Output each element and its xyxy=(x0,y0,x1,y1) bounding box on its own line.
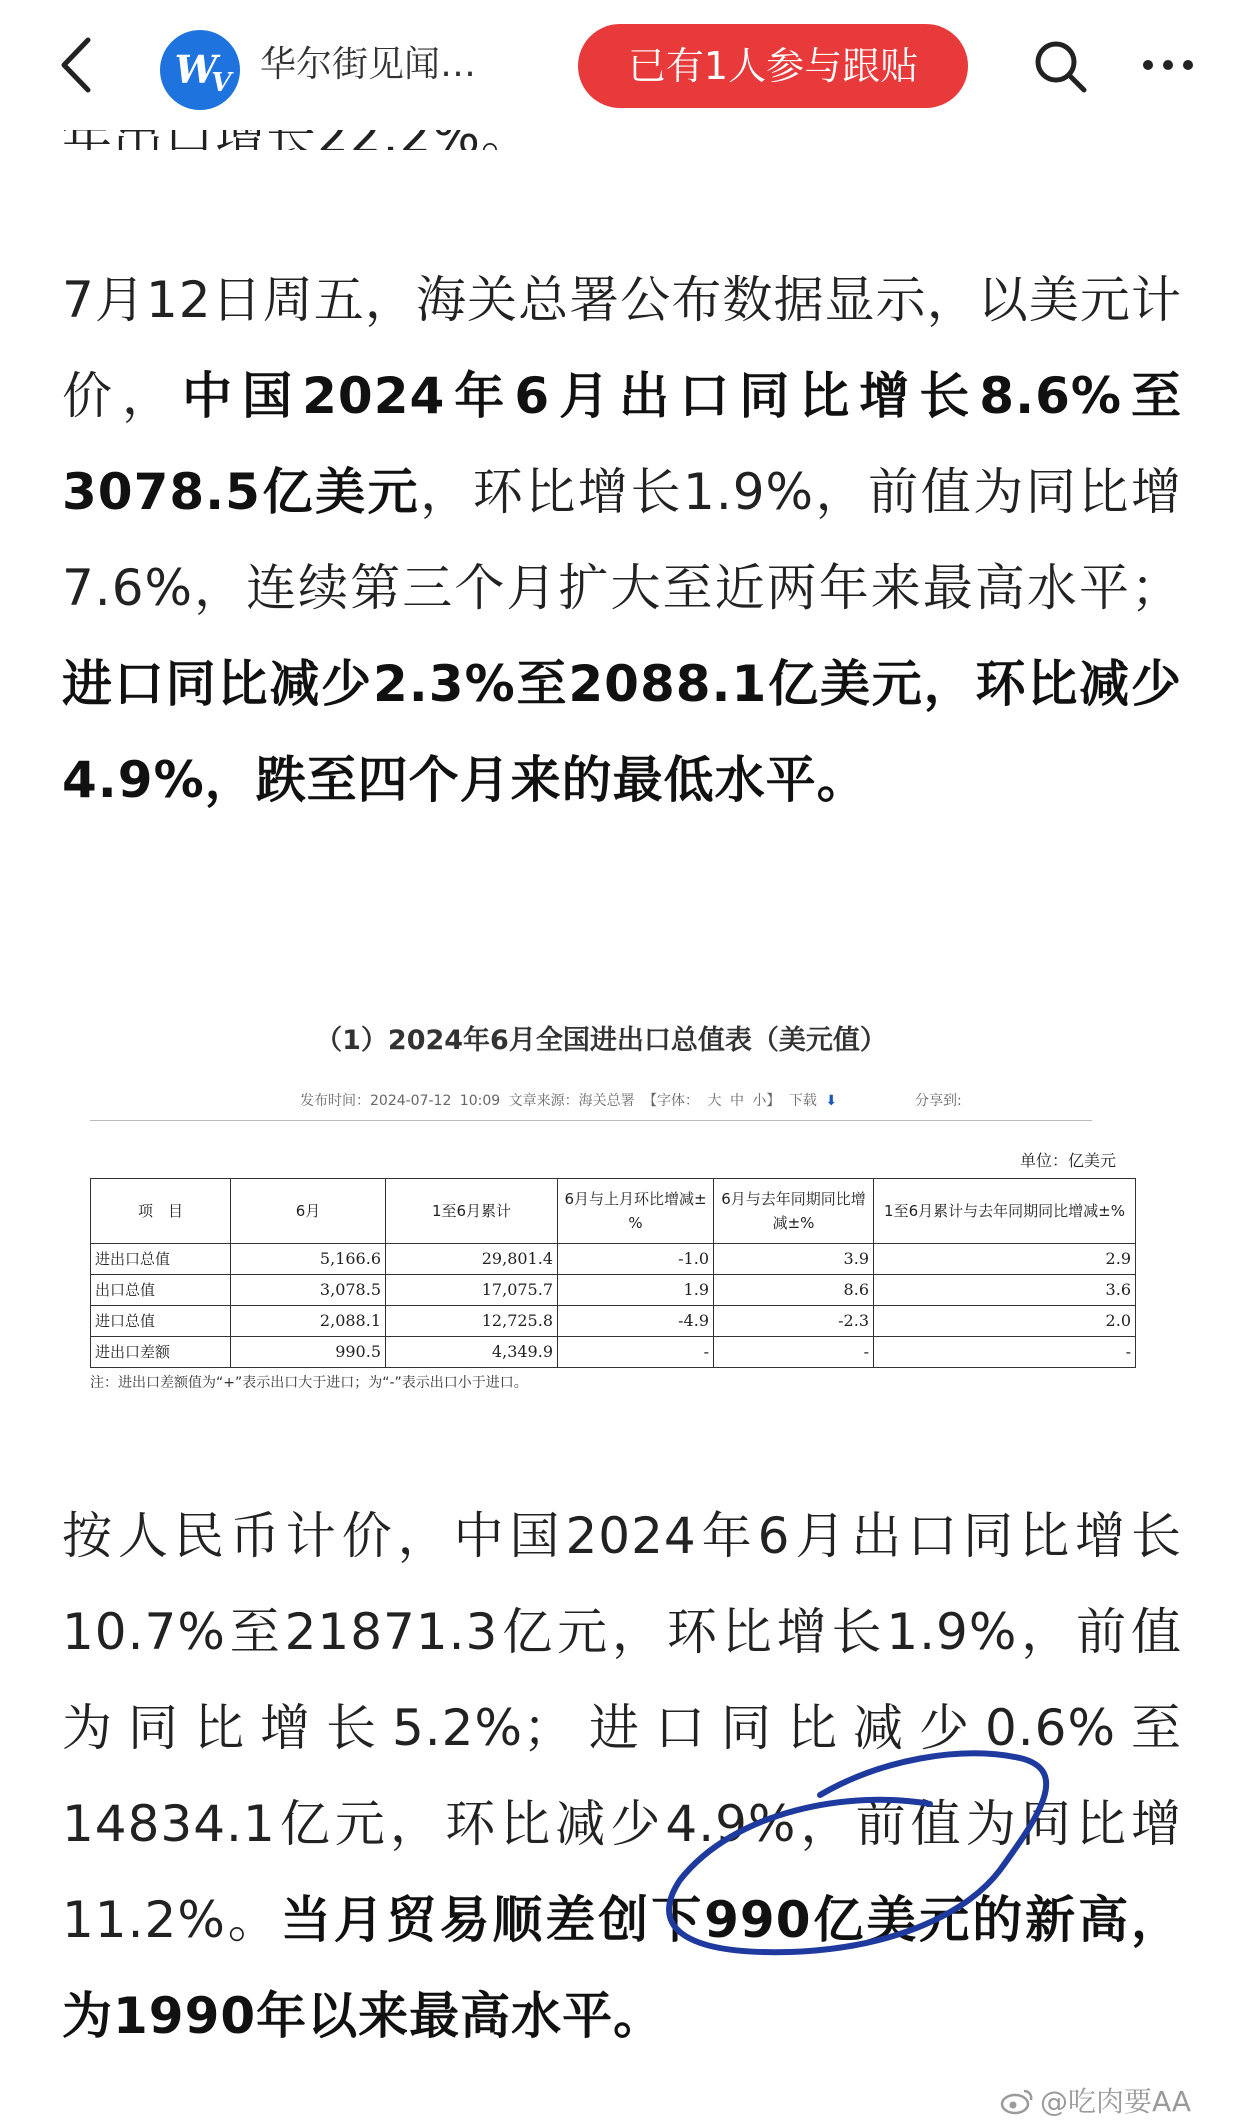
table-row xyxy=(91,1306,1136,1337)
p2-bold-surplus: 当月贸易顺差创下990亿美元的新高，为1990年以来最高水平。 xyxy=(62,1891,1182,2045)
cell: 2.0 xyxy=(874,1306,1136,1337)
article-paragraph-usd xyxy=(62,252,1182,828)
follow-comments-button[interactable]: 已有1人参与跟贴 xyxy=(578,24,968,108)
search-icon xyxy=(1030,36,1090,96)
back-button[interactable] xyxy=(52,30,102,100)
p1-text-c: ，环比增长1.9%，前值为同比增7.6%，连续第三个月扩大至近两年来最高水平； xyxy=(62,463,1182,617)
avatar-letter-w: W xyxy=(174,47,212,92)
header-yoy: 6月与去年同期同比增减±% xyxy=(714,1179,874,1244)
cell-label: 出口总值 xyxy=(91,1275,231,1306)
table-row xyxy=(91,1337,1136,1368)
more-dots-icon xyxy=(1140,40,1196,90)
share-label: 分享到: xyxy=(915,1093,962,1109)
cell: 29,801.4 xyxy=(386,1244,558,1275)
table-row xyxy=(91,1275,1136,1306)
p1-bold-export: 中国2024年6月出口同比增长8.6%至3078.5亿美元 xyxy=(62,367,1183,521)
cell: 3,078.5 xyxy=(231,1275,386,1306)
cell: 1.9 xyxy=(558,1275,714,1306)
header-mom: 6月与上月环比增减±% xyxy=(558,1179,714,1244)
header-item: 项 目 xyxy=(91,1179,231,1244)
cell-label: 进出口差额 xyxy=(91,1337,231,1368)
p2-text-a: 按人民币计价，中国2024年6月出口同比增长10.7%至21871.3亿元，环比增长1.9%，前值为同比增长5.2%；进口同比减少0.6%至14834.1亿元，环比减少4.9%，前值为同比增11.2%。 xyxy=(62,1507,1182,1949)
table-unit: 单位：亿美元 xyxy=(1020,1151,1117,1170)
cell: 5,166.6 xyxy=(231,1244,386,1275)
cell-label: 进口总值 xyxy=(91,1306,231,1337)
chevron-left-icon xyxy=(52,30,102,100)
trade-table xyxy=(90,1178,1136,1368)
cell: 2,088.1 xyxy=(231,1306,386,1337)
top-bar xyxy=(0,0,1242,130)
hand-drawn-circle xyxy=(640,1720,1090,1960)
table-note: 注：进出口差额值为“+”表示出口大于进口；为“-”表示出口小于进口。 xyxy=(90,1375,528,1391)
channel-name[interactable]: 华尔街见闻… xyxy=(260,44,477,85)
cell: -4.9 xyxy=(558,1306,714,1337)
cell: 4,349.9 xyxy=(386,1337,558,1368)
header-ytd-yoy: 1至6月累计与去年同期同比增减±% xyxy=(874,1179,1136,1244)
cell: 8.6 xyxy=(714,1275,874,1306)
cell-label: 进出口总值 xyxy=(91,1244,231,1275)
more-options-button[interactable] xyxy=(1140,40,1196,90)
cell: - xyxy=(558,1337,714,1368)
cell: 990.5 xyxy=(231,1337,386,1368)
p1-bold-import: 进口同比减少2.3%至2088.1亿美元，环比减少4.9%，跌至四个月来的最低水平。 xyxy=(62,655,1182,809)
table-divider xyxy=(90,1120,1092,1121)
p1-text-a: 7月12日周五，海关总署公布数据显示，以美元计价， xyxy=(62,271,1182,425)
weibo-logo-icon xyxy=(1000,2087,1034,2122)
cell: 3.6 xyxy=(874,1275,1136,1306)
table-row xyxy=(91,1244,1136,1275)
table-meta xyxy=(300,1090,837,1110)
cell: - xyxy=(874,1337,1136,1368)
download-icon: ⬇ xyxy=(825,1093,838,1109)
search-button[interactable] xyxy=(1030,36,1090,96)
cell: -2.3 xyxy=(714,1306,874,1337)
watermark-text: @吃肉要AA xyxy=(1040,2085,1192,2118)
cell: - xyxy=(714,1337,874,1368)
avatar-letter-v: V xyxy=(211,68,226,98)
cell: -1.0 xyxy=(558,1244,714,1275)
cell: 17,075.7 xyxy=(386,1275,558,1306)
cell: 12,725.8 xyxy=(386,1306,558,1337)
cell: 2.9 xyxy=(874,1244,1136,1275)
header-june: 6月 xyxy=(231,1179,386,1244)
cell: 3.9 xyxy=(714,1244,874,1275)
table-title: （1）2024年6月全国进出口总值表（美元值） xyxy=(315,1025,887,1056)
embedded-table-image[interactable] xyxy=(60,1008,1142,1408)
header-ytd: 1至6月累计 xyxy=(386,1179,558,1244)
table-header-row xyxy=(91,1179,1136,1244)
table-meta-text: 发布时间：2024-07-12 10:09 文章来源：海关总署 【字体： 大 中 小】 下载 xyxy=(300,1093,817,1109)
channel-avatar[interactable] xyxy=(160,30,240,110)
